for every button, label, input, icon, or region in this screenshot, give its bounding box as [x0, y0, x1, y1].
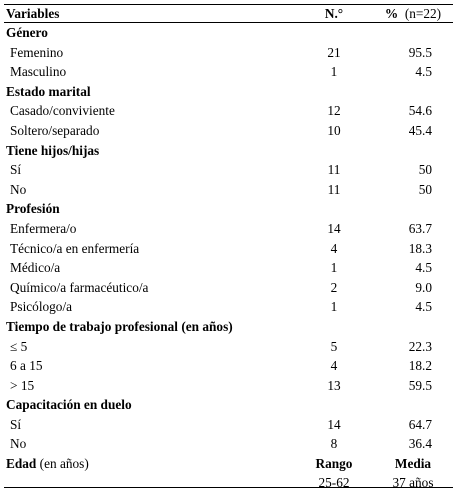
table-row — [4, 278, 453, 298]
section-title: Capacitación en duelo — [6, 397, 132, 413]
header-pct-note: (n=22) — [404, 6, 442, 21]
table-row — [4, 297, 453, 317]
row-n: 5 — [330, 338, 338, 354]
table-row — [4, 376, 453, 396]
row-n: 13 — [327, 377, 341, 393]
row-n: 12 — [327, 103, 341, 119]
row-pct: 63.7 — [408, 220, 432, 236]
row-label: No — [10, 181, 27, 197]
header-variables: Variables — [6, 6, 60, 21]
row-label: Médico/a — [10, 260, 61, 276]
row-pct: 4.5 — [415, 64, 432, 80]
row-n: 11 — [327, 162, 341, 178]
row-pct: 50 — [418, 181, 432, 197]
rango-cell — [304, 454, 364, 492]
media-cell — [376, 454, 450, 492]
row-label: Enfermera/o — [10, 220, 77, 236]
row-n: 2 — [330, 279, 338, 295]
row-label: Químico/a farmacéutico/a — [10, 279, 149, 295]
table-row — [4, 180, 453, 200]
row-label: Casado/conviviente — [10, 103, 115, 119]
table-row — [4, 356, 453, 376]
table-row — [4, 121, 453, 141]
table-body — [4, 23, 453, 454]
row-n: 1 — [330, 260, 338, 276]
section-title: Estado marital — [6, 83, 91, 99]
section-row — [4, 317, 453, 337]
row-pct: 18.3 — [408, 240, 432, 256]
table-row — [4, 239, 453, 259]
row-n: 1 — [330, 299, 338, 315]
section-title: Tiempo de trabajo profesional (en años) — [6, 318, 233, 334]
row-label: Masculino — [10, 64, 67, 80]
rango-value: 25-62 — [318, 475, 350, 491]
table-row — [4, 434, 453, 454]
row-pct: 59.5 — [408, 377, 432, 393]
media-label: Media — [394, 456, 432, 472]
header-pct — [376, 5, 450, 22]
row-label: Sí — [10, 162, 22, 178]
row-label: Femenino — [10, 44, 64, 60]
row-pct: 95.5 — [408, 44, 432, 60]
row-n: 4 — [330, 240, 338, 256]
edad-title: Edad — [6, 456, 37, 472]
header-pct-symbol: % — [384, 6, 399, 21]
rango-label: Rango — [315, 456, 353, 472]
edad-label — [6, 454, 89, 474]
table-row — [4, 258, 453, 278]
row-n: 21 — [327, 44, 341, 60]
table-row — [4, 337, 453, 357]
edad-row — [4, 454, 453, 494]
row-n: 1 — [330, 64, 338, 80]
table-row — [4, 43, 453, 63]
table-row — [4, 101, 453, 121]
row-n: 14 — [327, 416, 341, 432]
row-label: ≤ 5 — [10, 338, 28, 354]
section-row — [4, 82, 453, 102]
row-pct: 22.3 — [408, 338, 432, 354]
row-label: No — [10, 436, 27, 452]
row-label: Soltero/separado — [10, 122, 100, 138]
demographics-table — [4, 4, 453, 491]
row-label: 6 a 15 — [10, 358, 43, 374]
edad-unit: (en años) — [39, 456, 89, 472]
row-pct: 4.5 — [415, 260, 432, 276]
row-pct: 45.4 — [408, 122, 432, 138]
row-label: Técnico/a en enfermería — [10, 240, 140, 256]
row-label: Sí — [10, 416, 22, 432]
table-row — [4, 62, 453, 82]
row-n: 10 — [327, 122, 341, 138]
table-row — [4, 219, 453, 239]
row-label: > 15 — [10, 377, 35, 393]
section-title: Género — [6, 25, 48, 40]
row-pct: 54.6 — [408, 103, 432, 119]
row-n: 11 — [327, 181, 341, 197]
row-pct: 4.5 — [415, 299, 432, 315]
media-value: 37 años — [392, 475, 434, 491]
section-row — [4, 23, 453, 43]
section-row — [4, 199, 453, 219]
section-title: Profesión — [6, 201, 60, 217]
row-n: 8 — [330, 436, 338, 452]
row-n: 14 — [327, 220, 341, 236]
table-row — [4, 160, 453, 180]
section-title: Tiene hijos/hijas — [6, 142, 100, 158]
table-header — [4, 5, 453, 23]
row-pct: 36.4 — [408, 436, 432, 452]
header-n: N.° — [324, 6, 344, 21]
table-row — [4, 415, 453, 435]
row-pct: 18.2 — [408, 358, 432, 374]
row-pct: 64.7 — [408, 416, 432, 432]
section-row — [4, 395, 453, 415]
section-row — [4, 141, 453, 161]
row-n: 4 — [330, 358, 338, 374]
row-pct: 9.0 — [415, 279, 432, 295]
row-label: Psicólogo/a — [10, 299, 73, 315]
row-pct: 50 — [418, 162, 432, 178]
